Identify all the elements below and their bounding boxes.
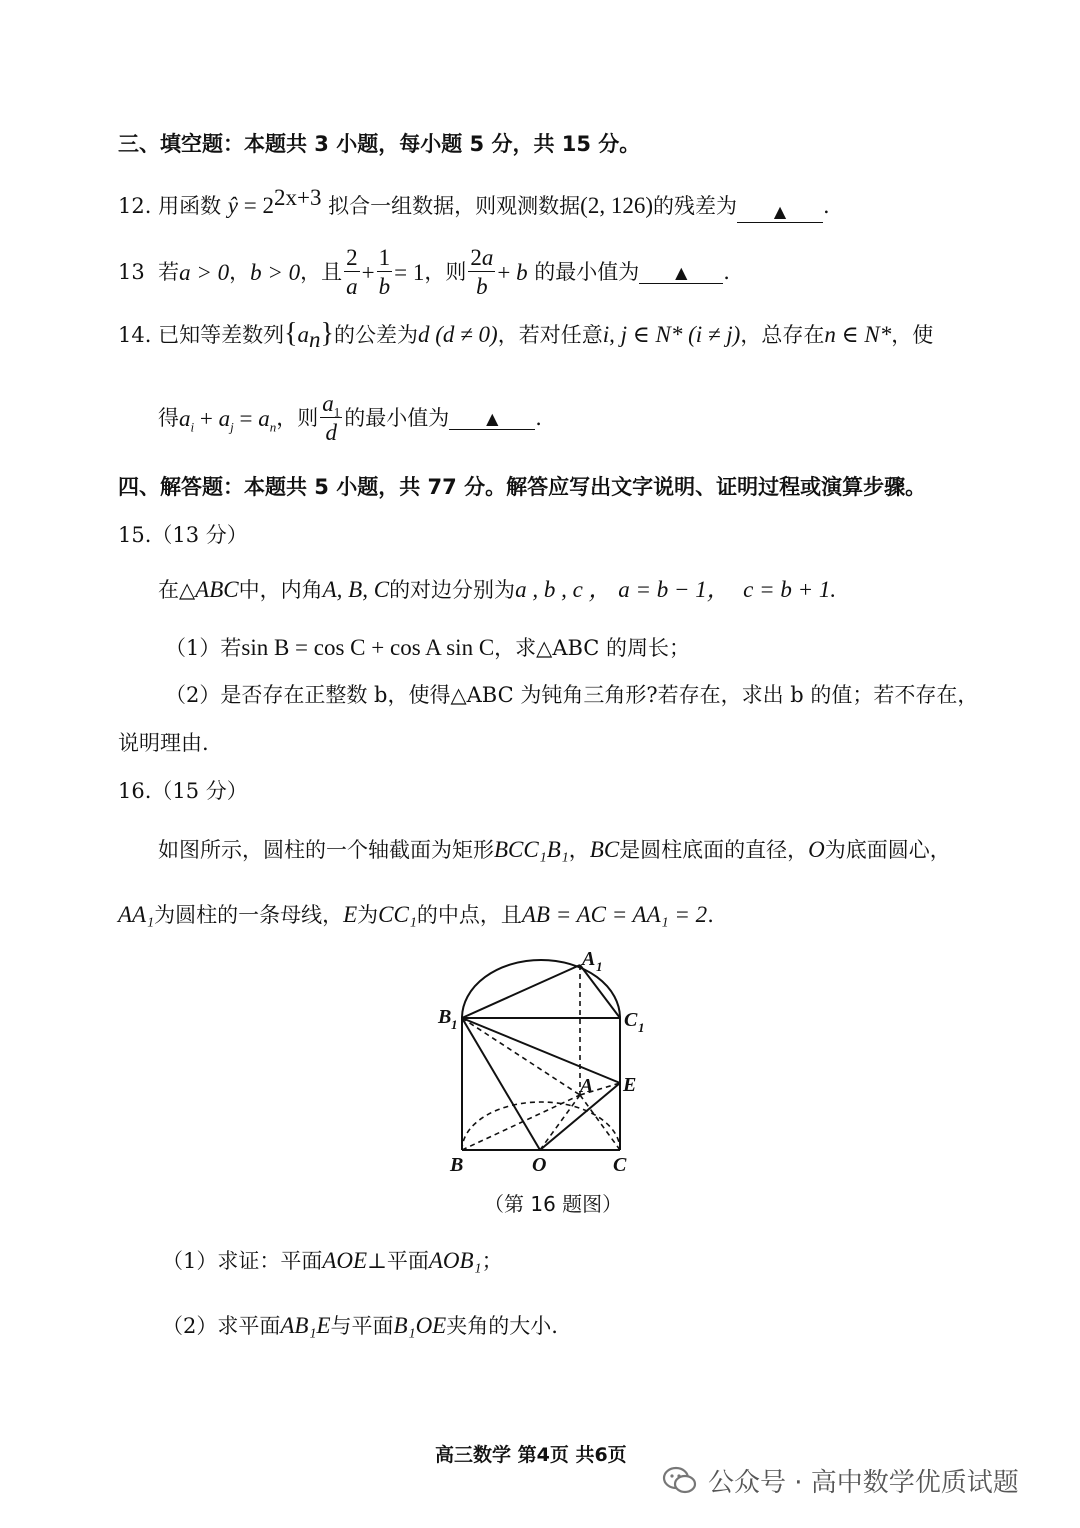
q16-p1-mid: ⊥平面 xyxy=(367,1249,429,1273)
q16-figure xyxy=(430,945,660,1177)
q16-p2-pre: （2）求平面 xyxy=(162,1314,281,1338)
q15-stem-angles: A, B, C xyxy=(322,577,390,602)
q12-base: 2 xyxy=(262,193,274,218)
q13-eq-end: = 1 xyxy=(394,259,425,285)
q15-part1 xyxy=(165,636,690,659)
q13-mid: ，且 xyxy=(300,259,343,284)
label-b1-sub: 1 xyxy=(451,1017,458,1032)
q15-part2-line2: 说明理由. xyxy=(118,731,209,755)
q13-frac-1-over-b: $\frac{1}{b}$ xyxy=(378,245,391,299)
base-arc xyxy=(462,1102,620,1150)
q12-mid: 拟合一组数据，则观测数据 xyxy=(328,194,581,218)
q15-stem-tri: ABC xyxy=(195,577,239,602)
q13-answer-blank[interactable] xyxy=(639,261,723,284)
q16-number: 16.（15 分） xyxy=(118,779,248,803)
q15-stem-eq1: a = b − 1， xyxy=(618,577,730,602)
q16-p2-mid: 与平面 xyxy=(330,1314,394,1338)
q16-aa1: AA₁ xyxy=(118,902,155,927)
q16-p1-a: AOE xyxy=(322,1248,368,1273)
q15-number: 15.（13 分） xyxy=(118,523,248,547)
label-b: B xyxy=(450,1154,464,1176)
q15-stem-eq2: c = b + 1. xyxy=(743,577,837,602)
question-14-line2 xyxy=(158,392,542,444)
wechat-icon xyxy=(662,1466,698,1496)
q14-d-cond: d (d ≠ 0) xyxy=(418,322,498,347)
q13-pre: 若 xyxy=(158,259,180,284)
q16-p1-b: AOB₁ xyxy=(428,1248,482,1273)
q14-frac-a1-over-d: $\frac{a_1}{d}$ xyxy=(322,391,341,445)
q16-s1a: 如图所示，圆柱的一个轴截面为矩形 xyxy=(158,838,494,862)
label-a1-sub: 1 xyxy=(596,959,603,974)
figure-caption: （第 16 题图） xyxy=(484,1192,623,1216)
q12-pre: 用函数 xyxy=(158,194,222,218)
q16-s2c: 为 xyxy=(357,903,379,927)
q16-p1-pre: （1）求证：平面 xyxy=(162,1249,323,1273)
page-footer: 高三数学 第4页 共6页 xyxy=(435,1444,627,1466)
q16-s1c: 是圆柱底面的直径， xyxy=(619,838,809,862)
q16-e: E xyxy=(343,902,358,927)
q14-brace-open: { xyxy=(284,318,298,349)
edge-ac xyxy=(580,1095,620,1150)
q14-brace-close: } xyxy=(320,318,334,349)
q12-end: . xyxy=(822,194,830,218)
q12-number: 12. xyxy=(118,194,152,218)
label-c: C xyxy=(613,1154,627,1176)
q14-mid2: ，若对任意 xyxy=(497,323,603,347)
edge-b1a1 xyxy=(462,965,580,1018)
label-c1: C xyxy=(624,1009,638,1031)
q16-s1d: 为底面圆心， xyxy=(824,838,951,862)
q15-stem xyxy=(158,578,836,601)
edge-b1e xyxy=(462,1018,620,1083)
q16-p1-end: ； xyxy=(481,1249,503,1273)
q14-line2-mid: ，则 xyxy=(276,405,319,430)
q13-then: ，则 xyxy=(424,259,467,284)
q13-end: . xyxy=(723,259,730,284)
q15-stem-mid: 中，内角 xyxy=(238,578,323,602)
q15-p1-eq: sin B = cos C + cos A sin C xyxy=(241,635,495,660)
section3-heading: 三、填空题：本题共 3 小题，每小题 5 分，共 15 分。 xyxy=(118,132,641,156)
q14-ij: i, j ∈ N* (i ≠ j) xyxy=(602,322,741,347)
q15-p1-pre: （1）若 xyxy=(165,636,242,660)
section4-heading: 四、解答题：本题共 5 小题，共 77 分。解答应写出文字说明、证明过程或演算步骤。 xyxy=(118,475,927,499)
q13-post: 的最小值为 xyxy=(534,259,640,284)
q13-number: 13 xyxy=(118,259,145,284)
q15-stem-mid2: 的对边分别为 xyxy=(389,578,516,602)
q14-seq: a xyxy=(297,322,310,347)
q15-part2-line1: （2）是否存在正整数 b，使得△ABC 为钝角三角形?若存在，求出 b 的值；若不存在， xyxy=(165,683,979,707)
q12-answer-blank[interactable] xyxy=(737,200,823,223)
q14-seq-sub: n xyxy=(309,327,321,353)
q14-blank-marker: ▲ xyxy=(486,408,499,428)
watermark-text: 公众号 · 高中数学优质试题 xyxy=(708,1468,1019,1498)
q16-cc1: CC₁ xyxy=(378,902,417,927)
label-c1-sub: 1 xyxy=(638,1020,645,1035)
q14-mid3: ，总存在 xyxy=(740,323,825,347)
q16-bc: BC xyxy=(589,837,620,862)
q13-cond1: a > 0 xyxy=(179,259,230,285)
q15-stem-sides: a , b , c ， xyxy=(515,577,612,602)
label-a: A xyxy=(580,1075,594,1097)
q14-line2-pre: 得 xyxy=(158,405,179,430)
q13-blank-marker: ▲ xyxy=(675,262,688,282)
q13-frac-2-over-a: $\frac{2}{a}$ xyxy=(346,245,358,299)
label-e: E xyxy=(623,1074,637,1096)
q15-p1-post: ，求△ABC 的周长； xyxy=(494,636,691,660)
q12-yhat: ŷ xyxy=(227,193,238,218)
q12-eq: = xyxy=(238,193,263,218)
q12-blank-marker: ▲ xyxy=(773,202,787,221)
q16-eq: AB = AC = AA₁ = 2 xyxy=(521,902,708,927)
q16-part1 xyxy=(162,1249,503,1272)
q12-exponent: 2x+3 xyxy=(273,185,322,210)
q14-answer-blank[interactable] xyxy=(449,407,535,430)
edge-b1o xyxy=(462,1018,540,1150)
question-14-line1 xyxy=(118,318,934,353)
q14-mid: 的公差为 xyxy=(334,323,418,347)
label-b1: B xyxy=(438,1006,452,1028)
q14-n-cond: n ∈ N* xyxy=(824,322,892,347)
q16-p2-b: B₁OE xyxy=(393,1313,447,1338)
q13-cond2: b > 0 xyxy=(250,259,301,285)
q16-s2b: 为圆柱的一条母线， xyxy=(154,903,344,927)
wechat-watermark xyxy=(662,1462,1019,1499)
q16-s2e: . xyxy=(707,903,714,927)
q14-end: . xyxy=(535,405,542,430)
q14-line2-post: 的最小值为 xyxy=(344,405,450,430)
q16-stem-line1 xyxy=(158,838,951,861)
q16-p2-end: 夹角的大小. xyxy=(446,1314,558,1338)
edge-b1a xyxy=(462,1018,580,1095)
q16-part2 xyxy=(162,1314,558,1337)
q12-point: (2, 126) xyxy=(580,193,653,218)
q16-rect: BCC₁B₁ xyxy=(494,837,569,862)
q14-equation: $a_i + a_j = a_n$ xyxy=(179,405,277,435)
q12-post: 的残差为 xyxy=(652,194,737,218)
question-13: 13 若 a > 0 ， b > 0 ，且 $\frac{2}{a}$ + $\frac{1}{b}$ = 1 ，则 $\frac{2a}{b}$ + b 的最小值为 ▲ . xyxy=(118,245,730,299)
question-12 xyxy=(118,185,830,223)
q14-end1: ，使 xyxy=(891,323,934,347)
q16-stem-line2 xyxy=(118,903,714,926)
q16-o: O xyxy=(808,837,825,862)
q14-pre: 已知等差数列 xyxy=(158,323,285,347)
q13-frac-2a-over-b: $\frac{2a}{b}$ xyxy=(470,245,494,299)
q16-s1b: ， xyxy=(568,838,590,862)
q14-number: 14. xyxy=(118,323,152,347)
label-a1: A xyxy=(582,948,596,970)
q15-stem-pre: 在△ xyxy=(158,578,196,602)
q16-s2d: 的中点，且 xyxy=(416,903,522,927)
label-o: O xyxy=(532,1154,547,1176)
q16-p2-a: AB₁E xyxy=(280,1313,331,1338)
